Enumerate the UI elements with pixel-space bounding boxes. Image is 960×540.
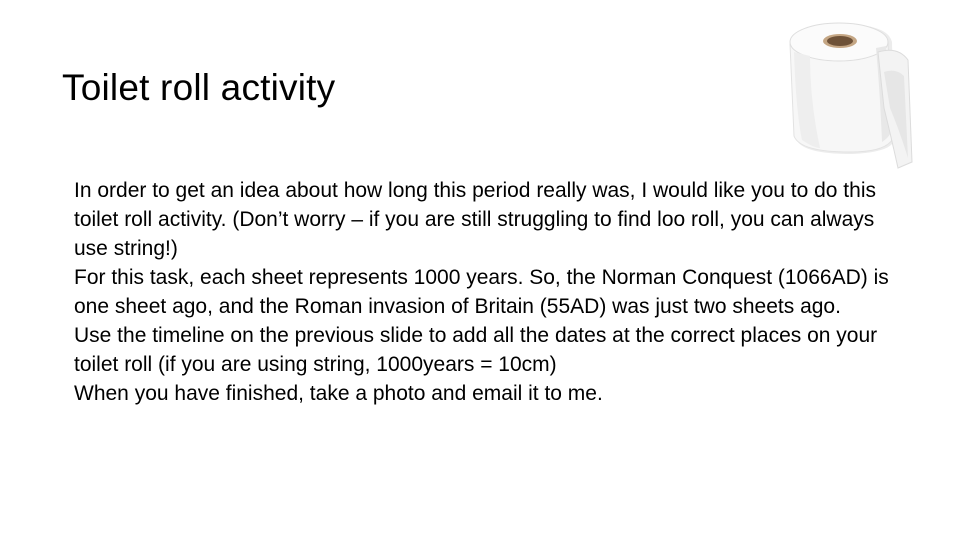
body-paragraph-intro: In order to get an idea about how long this period really was, I would like you to do this toilet roll activity. (Don’t worry – if you are still struggling to find loo roll, you can always use string!)	[74, 179, 876, 260]
slide-body	[74, 176, 894, 408]
body-paragraph-scale: For this task, each sheet represents 1000 years. So, the Norman Conquest (1066AD) is one sheet ago, and the Roman invasion of Britain (55AD) was just two sheets ago.	[74, 266, 889, 318]
body-paragraph-submit: When you have finished, take a photo and email it to me.	[74, 382, 603, 405]
body-paragraph-instructions: Use the timeline on the previous slide to add all the dates at the correct places on your toilet roll (if you are using string, 1000years = 10cm)	[74, 324, 878, 376]
toilet-roll-image	[780, 12, 920, 170]
slide-title: Toilet roll activity	[62, 67, 336, 108]
